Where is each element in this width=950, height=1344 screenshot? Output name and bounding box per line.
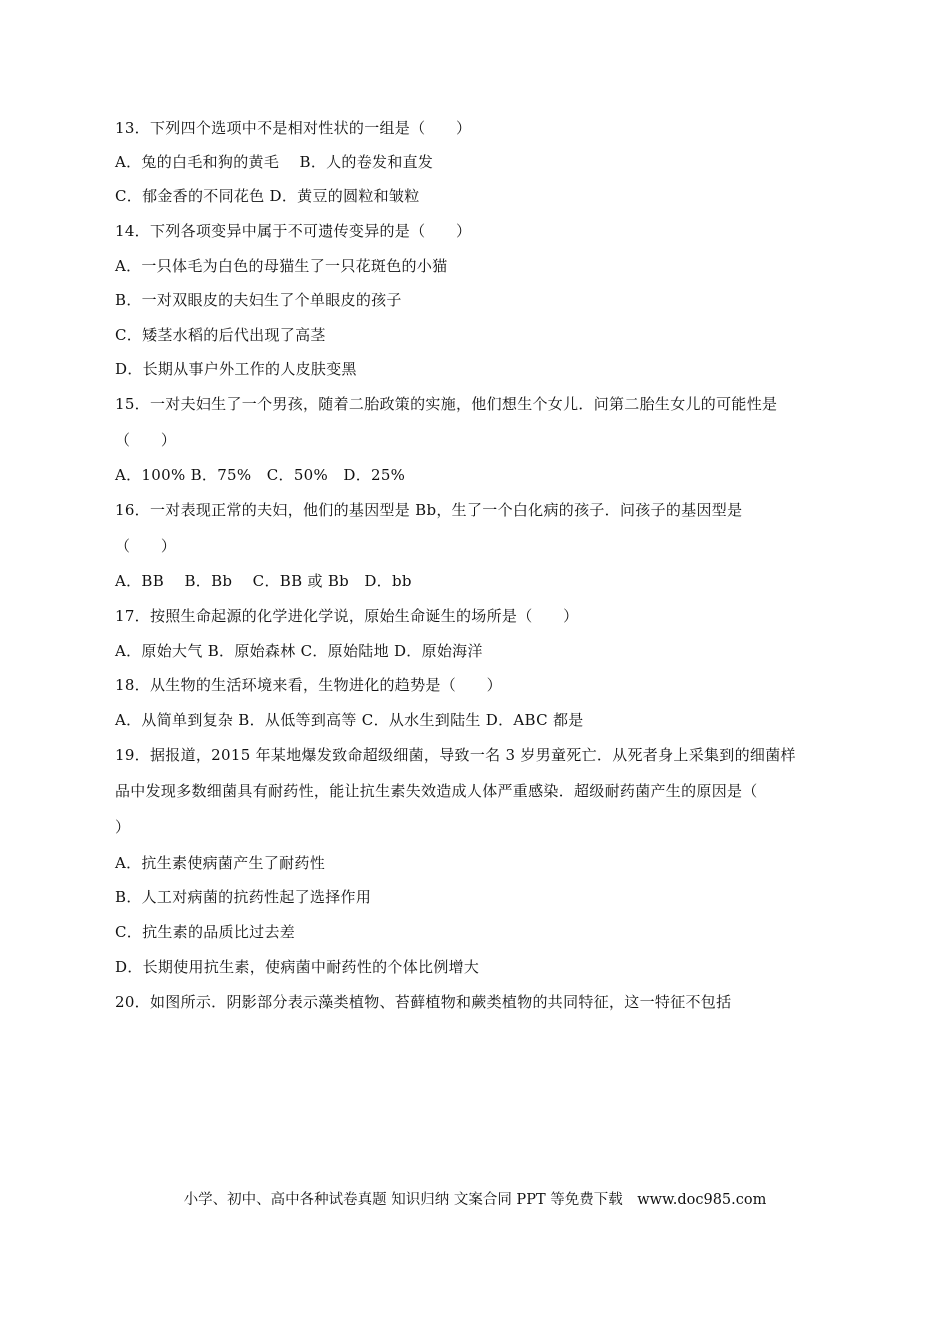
question-19-option-a: A．抗生素使病菌产生了耐药性 <box>115 854 326 872</box>
question-19-stem: 19．据报道，2015 年某地爆发致命超级细菌，导致一名 3 岁男童死亡．从死者身上采集到的细菌样 <box>115 746 796 764</box>
question-20-stem: 20．如图所示．阴影部分表示藻类植物、苔藓植物和蕨类植物的共同特征，这一特征不包括 <box>115 993 732 1011</box>
question-13-stem: 13．下列四个选项中不是相对性状的一组是（ ） <box>115 119 472 137</box>
question-19-option-b: B．人工对病菌的抗药性起了选择作用 <box>115 888 372 906</box>
question-14-option-d: D．长期从事户外工作的人皮肤变黑 <box>115 360 357 378</box>
question-19-stem-continued: 品中发现多数细菌具有耐药性，能让抗生素失效造成人体严重感染．超级耐药菌产生的原因是（ <box>115 782 758 800</box>
question-18-options: A．从简单到复杂 B．从低等到高等 C．从水生到陆生 D．ABC 都是 <box>115 711 584 729</box>
question-14-option-c: C．矮茎水稻的后代出现了高茎 <box>115 326 326 344</box>
question-15-options: A．100% B．75% C．50% D．25% <box>115 466 406 484</box>
question-14-option-a: A．一只体毛为白色的母猫生了一只花斑色的小猫 <box>115 257 448 275</box>
question-17-stem: 17．按照生命起源的化学进化学说，原始生命诞生的场所是（ ） <box>115 607 579 625</box>
question-19-stem-end: ） <box>115 818 131 836</box>
question-13-options-cd: C．郁金香的不同花色 D．黄豆的圆粒和皱粒 <box>115 187 420 205</box>
question-16-stem-continued: （ ） <box>115 537 177 555</box>
question-19-option-d: D．长期使用抗生素，使病菌中耐药性的个体比例增大 <box>115 958 480 976</box>
page-footer: 小学、初中、高中各种试卷真题 知识归纳 文案合同 PPT 等免费下载 www.doc985.com <box>183 1192 767 1208</box>
question-14-option-b: B．一对双眼皮的夫妇生了个单眼皮的孩子 <box>115 291 402 309</box>
question-18-stem: 18．从生物的生活环境来看，生物进化的趋势是（ ） <box>115 676 502 694</box>
question-17-options: A．原始大气 B．原始森林 C．原始陆地 D．原始海洋 <box>115 642 483 660</box>
question-19-option-c: C．抗生素的品质比过去差 <box>115 923 296 941</box>
question-14-stem: 14．下列各项变异中属于不可遗传变异的是（ ） <box>115 222 472 240</box>
question-13-options-ab: A．兔的白毛和狗的黄毛 B．人的卷发和直发 <box>115 153 434 171</box>
question-16-stem: 16．一对表现正常的夫妇，他们的基因型是 Bb，生了一个白化病的孩子．问孩子的基因型是 <box>115 501 743 519</box>
question-15-stem-continued: （ ） <box>115 431 177 449</box>
question-16-options: A．BB B．Bb C．BB 或 Bb D．bb <box>115 572 412 590</box>
question-15-stem: 15．一对夫妇生了一个男孩，随着二胎政策的实施，他们想生个女儿．问第二胎生女儿的可能性是 <box>115 395 778 413</box>
